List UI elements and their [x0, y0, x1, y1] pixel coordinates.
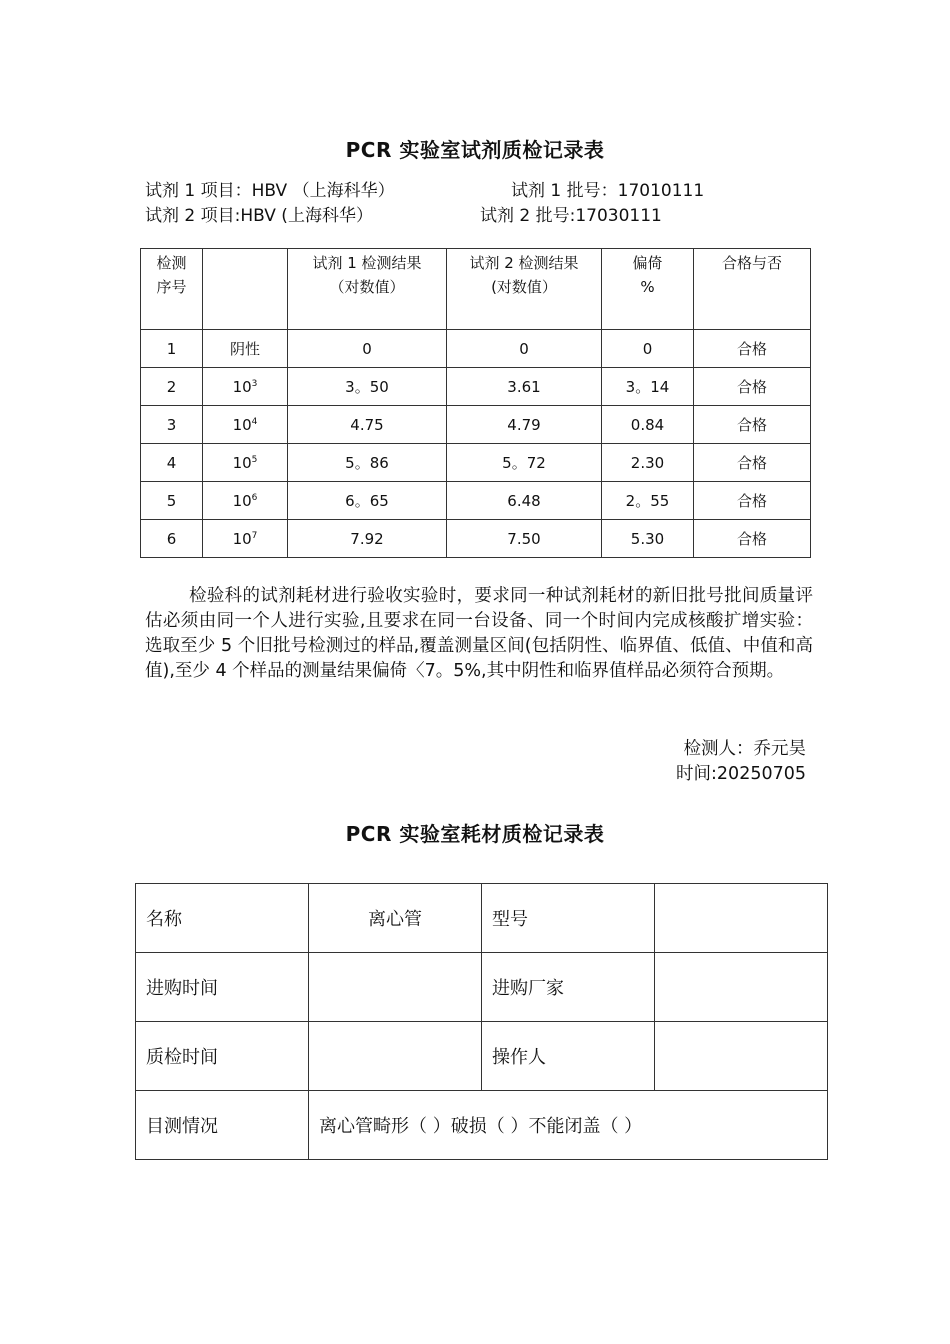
cell-reagent2: 5。72 — [447, 444, 602, 482]
header-pass: 合格与否 — [694, 249, 811, 330]
inspector-signature: 检测人：乔元昊 — [683, 739, 806, 759]
table-row — [136, 953, 828, 1022]
consumable-form-title: PCR 实验室耗材质检记录表 — [345, 822, 605, 846]
conc-exponent: 7 — [251, 530, 258, 541]
cell-pass: 合格 — [694, 520, 811, 558]
reagent2-batch: 试剂 2 批号:17030111 — [480, 206, 662, 226]
table-row — [141, 482, 811, 520]
visual-check-value: 离心管畸形（ ）破损（ ）不能闭盖（ ） — [309, 1091, 828, 1160]
conc-base: 10 — [232, 529, 252, 548]
qc-time-label: 质检时间 — [136, 1022, 309, 1091]
header-concentration — [203, 249, 288, 330]
cell-bias: 0.84 — [602, 406, 694, 444]
model-value — [655, 884, 828, 953]
conc-exponent: 6 — [251, 492, 258, 503]
header-bias-line2: % — [640, 278, 655, 296]
cell-seq: 5 — [141, 482, 203, 520]
cell-reagent2: 4.79 — [447, 406, 602, 444]
cell-reagent2: 3.61 — [447, 368, 602, 406]
cell-bias: 2.30 — [602, 444, 694, 482]
header-r2-line1: 试剂 2 检测结果 — [469, 254, 579, 272]
cell-reagent1: 6。65 — [288, 482, 447, 520]
cell-reagent2: 7.50 — [447, 520, 602, 558]
cell-seq: 2 — [141, 368, 203, 406]
table-header-row — [141, 249, 811, 330]
name-label: 名称 — [136, 884, 309, 953]
header-seq-line2: 序号 — [156, 278, 187, 296]
cell-bias: 5.30 — [602, 520, 694, 558]
reagent1-batch: 试剂 1 批号：17010111 — [511, 181, 705, 201]
cell-concentration — [203, 520, 288, 558]
cell-pass: 合格 — [694, 406, 811, 444]
cell-reagent1: 7.92 — [288, 520, 447, 558]
acceptance-requirements-paragraph: 检验科的试剂耗材进行验收实验时，要求同一种试剂耗材的新旧批号批间质量评估必须由同一个人进行实验,且要求在同一台设备、同一个时间内完成核酸扩增实验：选取至少 5 个旧批号检测过的样品,覆盖测量区间(包括阴性、临界值、低值、中值和高值),至少 4 个样品的测量结果偏倚〈7。5%,其中阴性和临界值样品必须符合预期。 — [145, 586, 813, 681]
cell-concentration — [203, 406, 288, 444]
qc-time-value — [309, 1022, 482, 1091]
cell-bias: 2。55 — [602, 482, 694, 520]
operator-value — [655, 1022, 828, 1091]
reagent2-item: 试剂 2 项目:HBV (上海科华） — [145, 206, 373, 226]
table-row — [141, 406, 811, 444]
header-seq — [141, 249, 203, 330]
header-reagent2 — [447, 249, 602, 330]
conc-exponent: 3 — [251, 378, 258, 389]
table-row — [136, 1091, 828, 1160]
cell-concentration — [203, 368, 288, 406]
cell-pass: 合格 — [694, 444, 811, 482]
header-r1-line2: （对数值） — [329, 278, 405, 296]
cell-reagent1: 4.75 — [288, 406, 447, 444]
cell-reagent1: 3。50 — [288, 368, 447, 406]
conc-exponent: 5 — [251, 454, 258, 465]
conc-exponent: 4 — [251, 416, 258, 427]
cell-reagent1: 5。86 — [288, 444, 447, 482]
consumable-table — [135, 883, 828, 1160]
conc-base: 10 — [232, 491, 252, 510]
cell-reagent2: 6.48 — [447, 482, 602, 520]
model-label: 型号 — [482, 884, 655, 953]
cell-reagent1: 0 — [288, 330, 447, 368]
vendor-value — [655, 953, 828, 1022]
name-value: 离心管 — [309, 884, 482, 953]
reagent-results-table — [140, 248, 811, 558]
cell-seq: 1 — [141, 330, 203, 368]
cell-bias: 0 — [602, 330, 694, 368]
table-row — [141, 444, 811, 482]
conc-base: 10 — [232, 415, 252, 434]
table-row — [136, 1022, 828, 1091]
conc-base: 10 — [232, 377, 252, 396]
header-reagent1 — [288, 249, 447, 330]
cell-seq: 4 — [141, 444, 203, 482]
cell-pass: 合格 — [694, 482, 811, 520]
cell-concentration — [203, 330, 288, 368]
visual-check-label: 目测情况 — [136, 1091, 309, 1160]
header-bias-line1: 偏倚 — [632, 254, 663, 272]
purchase-time-label: 进购时间 — [136, 953, 309, 1022]
conc-base: 10 — [232, 453, 252, 472]
header-bias — [602, 249, 694, 330]
cell-seq: 6 — [141, 520, 203, 558]
cell-seq: 3 — [141, 406, 203, 444]
reagent1-item: 试剂 1 项目：HBV （上海科华） — [145, 181, 395, 201]
table-row — [141, 330, 811, 368]
inspection-time: 时间:20250705 — [676, 764, 806, 784]
table-row — [141, 520, 811, 558]
reagent-form-title: PCR 实验室试剂质检记录表 — [345, 138, 605, 162]
header-r1-line1: 试剂 1 检测结果 — [312, 254, 422, 272]
operator-label: 操作人 — [482, 1022, 655, 1091]
table-row — [136, 884, 828, 953]
purchase-time-value — [309, 953, 482, 1022]
header-r2-line2: (对数值） — [491, 278, 557, 296]
conc-text: 阴性 — [229, 340, 260, 358]
cell-concentration — [203, 482, 288, 520]
cell-concentration — [203, 444, 288, 482]
cell-bias: 3。14 — [602, 368, 694, 406]
table-row — [141, 368, 811, 406]
cell-pass: 合格 — [694, 368, 811, 406]
cell-reagent2: 0 — [447, 330, 602, 368]
cell-pass: 合格 — [694, 330, 811, 368]
header-seq-line1: 检测 — [156, 254, 187, 272]
vendor-label: 进购厂家 — [482, 953, 655, 1022]
